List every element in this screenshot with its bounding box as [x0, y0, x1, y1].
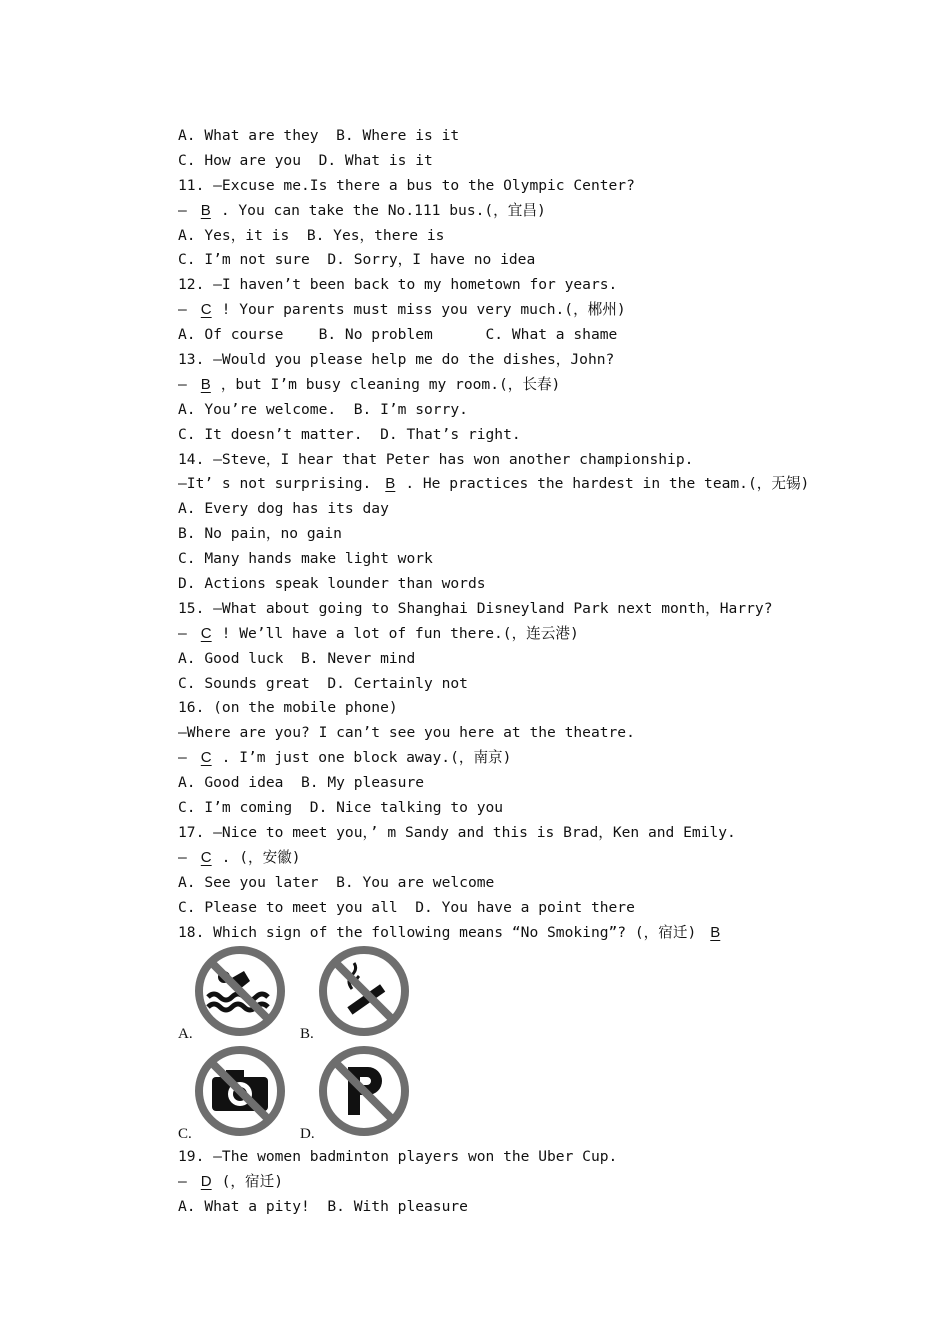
line-prefix: — — [178, 375, 187, 393]
text-line: C. Many hands make light work — [178, 550, 433, 568]
line-prefix: —It’ s not surprising. — [178, 475, 372, 493]
text-line: B. No pain，no gain — [178, 525, 342, 543]
line-suffix: (，宿迁) — [221, 1173, 283, 1191]
text-line: A. Yes，it is B. Yes，there is — [178, 226, 445, 244]
line-prefix: — — [178, 201, 187, 219]
no-parking-icon — [318, 1045, 410, 1137]
text-line: —Where are you? I can’t see you here at the theatre. — [178, 724, 635, 742]
answer-blank: C — [200, 624, 212, 642]
answer-line — [178, 746, 878, 771]
answer-line — [178, 921, 878, 946]
signs-row-ab — [178, 945, 878, 1045]
sign-label-c: C. — [178, 1126, 192, 1143]
line-prefix: — — [178, 624, 187, 642]
text-line: C. I’m coming D. Nice talking to you — [178, 799, 504, 817]
text-line: C. Sounds great D. Certainly not — [178, 674, 468, 692]
text-line: 13. —Would you please help me do the dishes，John? — [178, 351, 615, 369]
line-prefix: — — [178, 848, 187, 866]
line-suffix: . (，安徽) — [221, 848, 301, 866]
no-smoking-icon — [318, 945, 410, 1037]
text-line: A. See you later B. You are welcome — [178, 873, 495, 891]
text-line: 16. (on the mobile phone) — [178, 699, 398, 717]
line-suffix: ! We’ll have a lot of fun there.(，连云港) — [221, 624, 579, 642]
tail-lines — [178, 1145, 878, 1220]
answer-blank: C — [200, 848, 212, 866]
sign-label-a: A. — [178, 1026, 193, 1043]
text-line: 15. —What about going to Shanghai Disneyland Park next month，Harry? — [178, 599, 773, 617]
answer-blank: B — [200, 375, 211, 393]
line-prefix: — — [178, 749, 187, 767]
text-line: C. How are you D. What is it — [178, 151, 433, 169]
answer-line — [178, 373, 878, 398]
text-line: A. What are they B. Where is it — [178, 127, 460, 144]
line-suffix: ，but I’m busy cleaning my room.(，长春) — [220, 375, 561, 393]
answer-line — [178, 199, 878, 224]
answer-blank: B — [385, 475, 396, 493]
text-line: 19. —The women badminton players won the Uber Cup. — [178, 1148, 618, 1166]
text-line: 12. —I haven’t been back to my hometown for years. — [178, 276, 618, 294]
text-line: A. Every dog has its day — [178, 500, 389, 518]
text-line: A. Good idea B. My pleasure — [178, 774, 425, 792]
text-line: D. Actions speak lounder than words — [178, 575, 486, 593]
text-line: A. What a pity! B. With pleasure — [178, 1198, 468, 1216]
answer-blank: D — [200, 1173, 212, 1191]
text-line: A. Good luck B. Never mind — [178, 649, 416, 667]
sign-label-d: D. — [300, 1126, 315, 1143]
text-line: 11. —Excuse me.Is there a bus to the Olympic Center? — [178, 176, 635, 194]
text-line: A. You’re welcome. B. I’m sorry. — [178, 400, 468, 418]
line-suffix: . He practices the hardest in the team.(，无锡) — [405, 475, 810, 493]
text-line: C. It doesn’t matter. D. That’s right. — [178, 425, 521, 443]
no-swimming-icon — [194, 945, 286, 1037]
answer-blank: C — [200, 749, 212, 767]
answer-line — [178, 472, 878, 497]
sign-label-b: B. — [300, 1026, 314, 1043]
line-suffix: ! Your parents must miss you very much.(，郴州) — [221, 301, 626, 319]
text-line: C. Please to meet you all D. You have a point there — [178, 898, 635, 916]
answer-line — [178, 622, 878, 647]
line-suffix: . You can take the No.111 bus.(，宜昌) — [220, 201, 546, 219]
line-prefix: — — [178, 301, 187, 319]
line-suffix: . I’m just one block away.(，南京) — [221, 749, 512, 767]
document-page — [178, 124, 878, 1220]
answer-line — [178, 846, 878, 871]
signs-row-cd — [178, 1045, 878, 1145]
text-line: 14. —Steve，I hear that Peter has won another championship. — [178, 450, 694, 468]
answer-line — [178, 298, 878, 323]
answer-blank: B — [200, 201, 211, 219]
line-prefix: 18. Which sign of the following means “No Smoking”? (，宿迁) — [178, 923, 697, 941]
text-line: 17. —Nice to meet you，’ m Sandy and this is Brad，Ken and Emily. — [178, 823, 736, 841]
text-line: C. I’m not sure D. Sorry，I have no idea — [178, 251, 536, 269]
line-prefix: — — [178, 1173, 187, 1191]
no-camera-icon — [194, 1045, 286, 1137]
answer-line — [178, 1170, 878, 1195]
text-line: A. Of course B. No problem C. What a shame — [178, 326, 618, 344]
answer-blank: C — [200, 301, 212, 319]
answer-blank: B — [710, 923, 721, 941]
question-lines — [178, 124, 878, 945]
